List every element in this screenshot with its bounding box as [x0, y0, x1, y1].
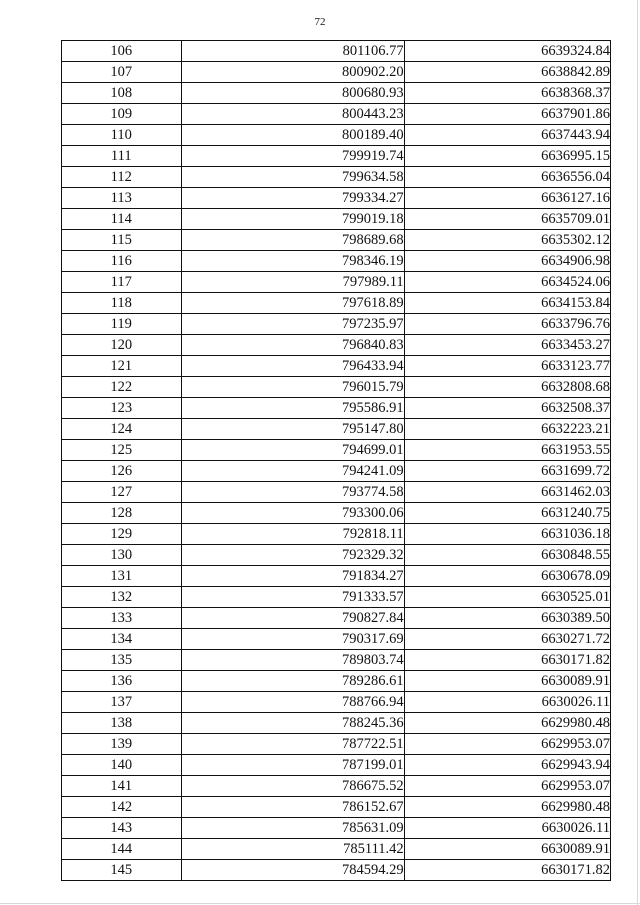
y-coordinate-cell: 6635302.12 [404, 230, 610, 251]
table-row [62, 503, 611, 524]
y-coordinate-cell: 6635709.01 [404, 209, 610, 230]
table-row [62, 566, 611, 587]
table-row [62, 776, 611, 797]
point-number-cell: 114 [62, 209, 182, 230]
point-number-cell: 145 [62, 860, 182, 881]
x-coordinate-cell: 797235.97 [181, 314, 404, 335]
y-coordinate-cell: 6639324.84 [404, 41, 610, 62]
table-row [62, 587, 611, 608]
x-coordinate-cell: 785111.42 [181, 839, 404, 860]
y-coordinate-cell: 6630678.09 [404, 566, 610, 587]
y-coordinate-cell: 6630525.01 [404, 587, 610, 608]
x-coordinate-cell: 795586.91 [181, 398, 404, 419]
x-coordinate-cell: 787722.51 [181, 734, 404, 755]
table-row [62, 692, 611, 713]
table-row [62, 608, 611, 629]
point-number-cell: 116 [62, 251, 182, 272]
y-coordinate-cell: 6634524.06 [404, 272, 610, 293]
table-row [62, 209, 611, 230]
x-coordinate-cell: 788766.94 [181, 692, 404, 713]
table-row [62, 461, 611, 482]
table-row [62, 398, 611, 419]
point-number-cell: 125 [62, 440, 182, 461]
x-coordinate-cell: 800443.23 [181, 104, 404, 125]
x-coordinate-cell: 797618.89 [181, 293, 404, 314]
table-row [62, 188, 611, 209]
table-row [62, 524, 611, 545]
x-coordinate-cell: 786152.67 [181, 797, 404, 818]
y-coordinate-cell: 6636556.04 [404, 167, 610, 188]
y-coordinate-cell: 6629980.48 [404, 713, 610, 734]
y-coordinate-cell: 6634906.98 [404, 251, 610, 272]
point-number-cell: 127 [62, 482, 182, 503]
y-coordinate-cell: 6634153.84 [404, 293, 610, 314]
table-row [62, 482, 611, 503]
y-coordinate-cell: 6636127.16 [404, 188, 610, 209]
point-number-cell: 134 [62, 629, 182, 650]
x-coordinate-cell: 794699.01 [181, 440, 404, 461]
y-coordinate-cell: 6630271.72 [404, 629, 610, 650]
y-coordinate-cell: 6632508.37 [404, 398, 610, 419]
point-number-cell: 144 [62, 839, 182, 860]
x-coordinate-cell: 799019.18 [181, 209, 404, 230]
y-coordinate-cell: 6637901.86 [404, 104, 610, 125]
x-coordinate-cell: 791834.27 [181, 566, 404, 587]
point-number-cell: 129 [62, 524, 182, 545]
y-coordinate-cell: 6632223.21 [404, 419, 610, 440]
point-number-cell: 121 [62, 356, 182, 377]
table-row [62, 797, 611, 818]
y-coordinate-cell: 6632808.68 [404, 377, 610, 398]
table-row [62, 83, 611, 104]
x-coordinate-cell: 790317.69 [181, 629, 404, 650]
table-row [62, 146, 611, 167]
x-coordinate-cell: 785631.09 [181, 818, 404, 839]
x-coordinate-cell: 800680.93 [181, 83, 404, 104]
x-coordinate-cell: 799634.58 [181, 167, 404, 188]
point-number-cell: 122 [62, 377, 182, 398]
table-row [62, 104, 611, 125]
point-number-cell: 143 [62, 818, 182, 839]
x-coordinate-cell: 790827.84 [181, 608, 404, 629]
point-number-cell: 113 [62, 188, 182, 209]
x-coordinate-cell: 794241.09 [181, 461, 404, 482]
table-row [62, 125, 611, 146]
x-coordinate-cell: 799334.27 [181, 188, 404, 209]
x-coordinate-cell: 786675.52 [181, 776, 404, 797]
y-coordinate-cell: 6633123.77 [404, 356, 610, 377]
table-row [62, 62, 611, 83]
x-coordinate-cell: 788245.36 [181, 713, 404, 734]
y-coordinate-cell: 6638842.89 [404, 62, 610, 83]
table-row [62, 272, 611, 293]
point-number-cell: 136 [62, 671, 182, 692]
table-row [62, 629, 611, 650]
point-number-cell: 137 [62, 692, 182, 713]
y-coordinate-cell: 6630171.82 [404, 860, 610, 881]
x-coordinate-cell: 793300.06 [181, 503, 404, 524]
x-coordinate-cell: 795147.80 [181, 419, 404, 440]
point-number-cell: 123 [62, 398, 182, 419]
point-number-cell: 111 [62, 146, 182, 167]
point-number-cell: 119 [62, 314, 182, 335]
point-number-cell: 118 [62, 293, 182, 314]
y-coordinate-cell: 6631240.75 [404, 503, 610, 524]
coordinates-table [61, 40, 611, 881]
y-coordinate-cell: 6629953.07 [404, 776, 610, 797]
table-row [62, 419, 611, 440]
coordinates-table-body [62, 41, 611, 881]
point-number-cell: 140 [62, 755, 182, 776]
y-coordinate-cell: 6630848.55 [404, 545, 610, 566]
x-coordinate-cell: 796433.94 [181, 356, 404, 377]
table-row [62, 377, 611, 398]
table-row [62, 230, 611, 251]
point-number-cell: 124 [62, 419, 182, 440]
y-coordinate-cell: 6633796.76 [404, 314, 610, 335]
scan-edge-right [637, 0, 638, 905]
y-coordinate-cell: 6631953.55 [404, 440, 610, 461]
x-coordinate-cell: 799919.74 [181, 146, 404, 167]
x-coordinate-cell: 789286.61 [181, 671, 404, 692]
y-coordinate-cell: 6630171.82 [404, 650, 610, 671]
point-number-cell: 141 [62, 776, 182, 797]
table-row [62, 167, 611, 188]
table-row [62, 356, 611, 377]
y-coordinate-cell: 6631036.18 [404, 524, 610, 545]
x-coordinate-cell: 800189.40 [181, 125, 404, 146]
point-number-cell: 130 [62, 545, 182, 566]
x-coordinate-cell: 791333.57 [181, 587, 404, 608]
point-number-cell: 135 [62, 650, 182, 671]
page-number: 72 [314, 16, 326, 28]
y-coordinate-cell: 6633453.27 [404, 335, 610, 356]
y-coordinate-cell: 6629943.94 [404, 755, 610, 776]
point-number-cell: 106 [62, 41, 182, 62]
point-number-cell: 107 [62, 62, 182, 83]
table-row [62, 545, 611, 566]
point-number-cell: 131 [62, 566, 182, 587]
y-coordinate-cell: 6629980.48 [404, 797, 610, 818]
y-coordinate-cell: 6630389.50 [404, 608, 610, 629]
table-row [62, 713, 611, 734]
scan-edge-bottom [0, 903, 640, 904]
point-number-cell: 117 [62, 272, 182, 293]
point-number-cell: 120 [62, 335, 182, 356]
point-number-cell: 110 [62, 125, 182, 146]
table-row [62, 314, 611, 335]
point-number-cell: 128 [62, 503, 182, 524]
x-coordinate-cell: 800902.20 [181, 62, 404, 83]
y-coordinate-cell: 6638368.37 [404, 83, 610, 104]
point-number-cell: 133 [62, 608, 182, 629]
table-row [62, 755, 611, 776]
y-coordinate-cell: 6629953.07 [404, 734, 610, 755]
point-number-cell: 109 [62, 104, 182, 125]
table-row [62, 839, 611, 860]
y-coordinate-cell: 6631462.03 [404, 482, 610, 503]
x-coordinate-cell: 798689.68 [181, 230, 404, 251]
x-coordinate-cell: 796840.83 [181, 335, 404, 356]
table-row [62, 335, 611, 356]
x-coordinate-cell: 797989.11 [181, 272, 404, 293]
table-row [62, 293, 611, 314]
table-row [62, 818, 611, 839]
x-coordinate-cell: 789803.74 [181, 650, 404, 671]
x-coordinate-cell: 784594.29 [181, 860, 404, 881]
table-row [62, 860, 611, 881]
y-coordinate-cell: 6630026.11 [404, 818, 610, 839]
x-coordinate-cell: 798346.19 [181, 251, 404, 272]
x-coordinate-cell: 787199.01 [181, 755, 404, 776]
x-coordinate-cell: 801106.77 [181, 41, 404, 62]
x-coordinate-cell: 792818.11 [181, 524, 404, 545]
point-number-cell: 126 [62, 461, 182, 482]
table-row [62, 734, 611, 755]
point-number-cell: 139 [62, 734, 182, 755]
y-coordinate-cell: 6630026.11 [404, 692, 610, 713]
x-coordinate-cell: 793774.58 [181, 482, 404, 503]
x-coordinate-cell: 792329.32 [181, 545, 404, 566]
point-number-cell: 112 [62, 167, 182, 188]
x-coordinate-cell: 796015.79 [181, 377, 404, 398]
y-coordinate-cell: 6631699.72 [404, 461, 610, 482]
table-row [62, 671, 611, 692]
table-row [62, 440, 611, 461]
y-coordinate-cell: 6630089.91 [404, 671, 610, 692]
point-number-cell: 115 [62, 230, 182, 251]
y-coordinate-cell: 6637443.94 [404, 125, 610, 146]
table-row [62, 41, 611, 62]
point-number-cell: 138 [62, 713, 182, 734]
point-number-cell: 108 [62, 83, 182, 104]
y-coordinate-cell: 6630089.91 [404, 839, 610, 860]
point-number-cell: 132 [62, 587, 182, 608]
point-number-cell: 142 [62, 797, 182, 818]
table-row [62, 650, 611, 671]
y-coordinate-cell: 6636995.15 [404, 146, 610, 167]
table-row [62, 251, 611, 272]
